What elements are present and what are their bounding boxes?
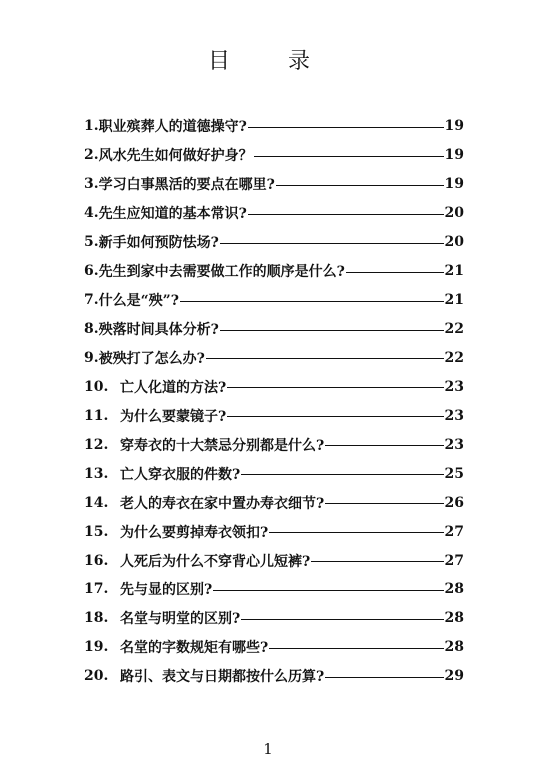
toc-leader-line [248,214,444,215]
toc-entry [84,401,464,430]
toc-leader-line [311,561,443,562]
toc-leader-line [241,474,443,475]
toc-entry [84,286,464,315]
toc-entry-page: 25 [444,465,464,482]
toc-leader-line [276,185,444,186]
toc-entry-number: 7. [84,292,99,309]
toc-entry-number: 4. [84,205,99,222]
toc-entry-page: 20 [444,234,464,251]
toc-entry-title: 为什么要剪掉寿衣领扣? [120,524,269,541]
toc-leader-line [254,156,444,157]
toc-entry-page: 29 [444,668,464,685]
toc-entry [84,662,464,691]
toc-leader-line [269,648,443,649]
toc-entry-title: 名堂的字数规矩有哪些? [120,640,269,657]
toc-entry-title: 老人的寿衣在家中置办寿衣细节? [120,495,325,512]
toc-entry-title: 名堂与明堂的区别? [120,611,241,628]
toc-entry-number: 3. [84,176,99,193]
toc-entry-page: 27 [444,523,464,540]
toc-entry-title: 先生应知道的基本常识? [98,206,247,223]
toc-leader-line [227,416,443,417]
toc-leader-line [325,503,443,504]
toc-entry-number: 8. [84,321,99,338]
toc-entry [84,257,464,286]
toc-entry-number: 20. [84,668,109,685]
toc-entry-title: 什么是“殃”? [98,293,179,310]
toc-entry-number: 2. [84,147,99,164]
toc-entry-title: 人死后为什么不穿背心儿短裤? [120,553,311,570]
toc-entry-number: 13. [84,465,109,482]
toc-entry-title: 路引、表文与日期都按什么历算? [120,669,325,686]
toc-entry [84,488,464,517]
toc-entry-number: 18. [84,610,109,627]
toc-entry-page: 28 [444,581,464,598]
toc-leader-line [248,127,444,128]
toc-entry-page: 26 [444,494,464,511]
toc-entry-title: 先与显的区别? [120,582,213,599]
toc-entry-number: 17. [84,581,109,598]
toc-leader-line [220,330,444,331]
toc-entry-number: 11. [84,407,109,424]
page-title: 目 录 [207,49,328,74]
toc-entry-title: 被殃打了怎么办? [98,350,205,367]
toc-entry [84,575,464,604]
toc-entry-title: 穿寿衣的十大禁忌分别都是什么? [120,437,325,454]
toc-leader-line [325,677,443,678]
toc-entry [84,112,464,141]
toc-entry [84,344,464,373]
toc-leader-line [180,301,444,302]
toc-entry-page: 23 [444,436,464,453]
toc-entry [84,228,464,257]
toc-entry [84,372,464,401]
toc-entry-page: 22 [444,321,464,338]
toc-entry-number: 14. [84,494,109,511]
toc-entry-number: 15. [84,523,109,540]
toc-entry-number: 12. [84,436,109,453]
toc-entry-page: 28 [444,639,464,656]
toc-entry [84,430,464,459]
toc-entry [84,633,464,662]
table-of-contents [84,112,464,691]
toc-entry-title: 职业殡葬人的道德操守? [98,119,247,136]
toc-entry [84,517,464,546]
toc-leader-line [206,358,444,359]
toc-entry-page: 28 [444,610,464,627]
toc-leader-line [325,445,443,446]
toc-entry-title: 为什么要蒙镜子? [120,408,227,425]
toc-entry-title: 亡人穿衣服的件数? [120,466,241,483]
toc-entry-number: 10. [84,378,109,395]
toc-entry-number: 5. [84,234,99,251]
toc-entry [84,459,464,488]
toc-entry [84,604,464,633]
toc-leader-line [227,387,443,388]
toc-entry-number: 19. [84,639,109,656]
toc-entry-title: 风水先生如何做好护身？ [98,148,253,165]
toc-entry-page: 21 [444,292,464,309]
toc-entry-title: 亡人化道的方法? [120,379,227,396]
toc-entry-page: 20 [444,205,464,222]
toc-entry-page: 21 [444,263,464,280]
toc-entry-number: 16. [84,552,109,569]
toc-entry-number: 6. [84,263,99,280]
toc-leader-line [241,619,443,620]
toc-entry-page: 19 [444,147,464,164]
toc-entry [84,199,464,228]
toc-entry-number: 1. [84,118,99,135]
toc-entry-page: 23 [444,378,464,395]
toc-entry-title: 殃落时间具体分析? [98,322,219,339]
toc-entry-page: 27 [444,552,464,569]
toc-entry [84,170,464,199]
toc-entry [84,315,464,344]
toc-leader-line [213,590,443,591]
toc-entry [84,546,464,575]
toc-leader-line [269,532,443,533]
toc-entry [84,141,464,170]
page-number: 1 [263,740,273,758]
toc-entry-number: 9. [84,349,99,366]
toc-leader-line [220,243,444,244]
toc-entry-title: 新手如何预防怯场? [98,235,219,252]
toc-entry-page: 19 [444,176,464,193]
toc-entry-page: 23 [444,407,464,424]
toc-entry-page: 19 [444,118,464,135]
toc-entry-title: 学习白事黑活的要点在哪里? [98,177,275,194]
toc-entry-page: 22 [444,349,464,366]
toc-leader-line [346,272,444,273]
toc-entry-title: 先生到家中去需要做工作的顺序是什么? [98,264,345,281]
